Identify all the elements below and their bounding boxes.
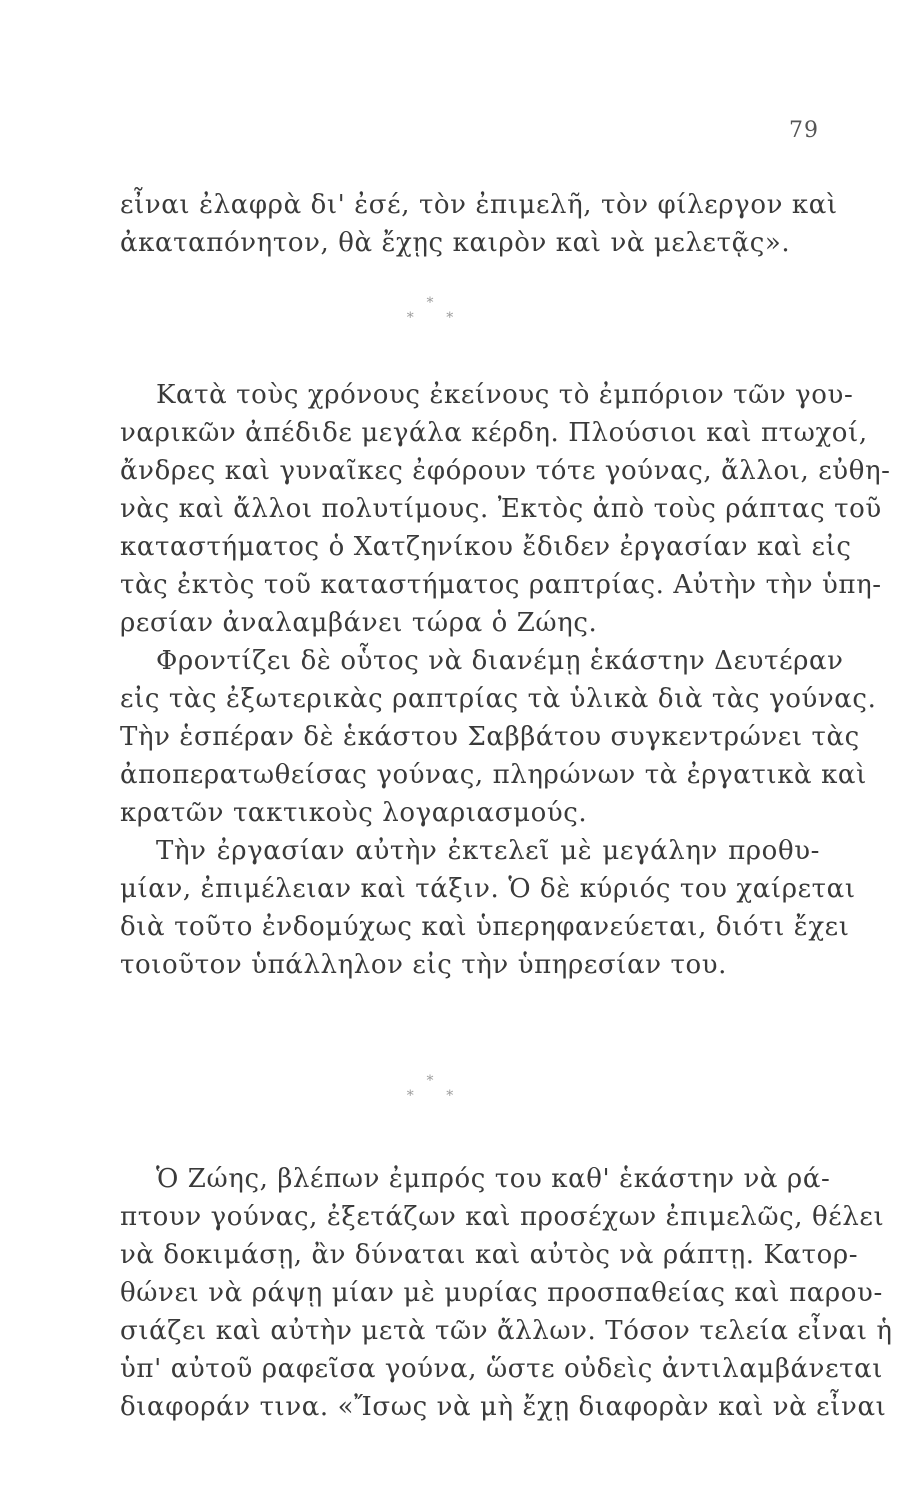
section-asterism xyxy=(380,1074,480,1104)
text-line: εἶναι ἐλαφρὰ δι' ἐσέ, τὸν ἐπιμελῆ, τὸν φίλεργον καὶ xyxy=(120,190,838,220)
text-line: ἀκαταπόνητον, θὰ ἔχῃς καιρὸν καὶ νὰ μελετᾷς». xyxy=(120,228,791,258)
text-line: διὰ τοῦτο ἐνδομύχως καὶ ὑπερηφανεύεται, διότι ἔχει xyxy=(120,912,850,942)
text-line: εἰς τὰς ἐξωτερικὰς ραπτρίας τὰ ὑλικὰ διὰ τὰς γούνας. xyxy=(120,684,877,714)
text-line: νὰ δοκιμάσῃ, ἂν δύναται καὶ αὐτὸς νὰ ράπτῃ. Κατορ- xyxy=(120,1240,859,1270)
asterism-bottom: * * xyxy=(406,1088,468,1104)
text-line: ἀποπερατωθείσας γούνας, πληρώνων τὰ ἐργατικὰ καὶ xyxy=(120,760,867,790)
text-line: Φροντίζει δὲ οὗτος νὰ διανέμῃ ἑκάστην Δευτέραν xyxy=(156,646,844,676)
text-line: σιάζει καὶ αὐτὴν μετὰ τῶν ἄλλων. Τόσον τελεία εἶναι ἡ xyxy=(120,1316,893,1346)
asterism-top: * xyxy=(426,1073,434,1089)
text-line: μίαν, ἐπιμέλειαν καὶ τάξιν. Ὁ δὲ κύριός του χαίρεται xyxy=(120,874,856,904)
text-line: ναρικῶν ἀπέδιδε μεγάλα κέρδη. Πλούσιοι καὶ πτωχοί, xyxy=(120,418,868,448)
asterism-top: * xyxy=(426,295,434,311)
text-line: διαφοράν τινα. «Ἴσως νὰ μὴ ἔχῃ διαφορὰν καὶ νὰ εἶναι xyxy=(120,1392,887,1422)
text-line: Ὁ Ζώης, βλέπων ἐμπρός του καθ' ἑκάστην νὰ ρά- xyxy=(156,1164,831,1194)
text-line: Τὴν ἑσπέραν δὲ ἑκάστου Σαββάτου συγκεντρώνει τὰς xyxy=(120,722,860,752)
text-line: Κατὰ τοὺς χρόνους ἐκείνους τὸ ἐμπόριον τῶν γου- xyxy=(156,380,854,410)
text-line: θώνει νὰ ράψῃ μίαν μὲ μυρίας προσπαθείας καὶ παρου- xyxy=(120,1278,883,1308)
asterism-bottom: * * xyxy=(406,310,468,326)
text-line: κρατῶν τακτικοὺς λογαριασμούς. xyxy=(120,798,588,828)
page-number: 79 xyxy=(789,118,819,143)
text-line: πτουν γούνας, ἐξετάζων καὶ προσέχων ἐπιμελῶς, θέλει xyxy=(120,1202,885,1232)
text-line: ὑπ' αὐτοῦ ραφεῖσα γούνα, ὥστε οὐδεὶς ἀντιλαμβάνεται xyxy=(120,1354,884,1384)
text-line: τὰς ἐκτὸς τοῦ καταστήματος ραπτρίας. Αὐτὴν τὴν ὑπη- xyxy=(120,570,882,600)
text-line: Τὴν ἐργασίαν αὐτὴν ἐκτελεῖ μὲ μεγάλην προθυ- xyxy=(156,836,820,866)
text-line: ρεσίαν ἀναλαμβάνει τώρα ὁ Ζώης. xyxy=(120,608,598,638)
text-line: ἄνδρες καὶ γυναῖκες ἐφόρουν τότε γούνας, ἄλλοι, εὐθη- xyxy=(120,456,891,486)
text-line: τοιοῦτον ὑπάλληλον εἰς τὴν ὑπηρεσίαν του. xyxy=(120,950,728,980)
section-asterism xyxy=(380,296,480,326)
text-line: νὰς καὶ ἄλλοι πολυτίμους. Ἐκτὸς ἀπὸ τοὺς ράπτας τοῦ xyxy=(120,494,882,524)
text-line: καταστήματος ὁ Χατζηνίκου ἔδιδεν ἐργασίαν καὶ εἰς xyxy=(120,532,852,562)
